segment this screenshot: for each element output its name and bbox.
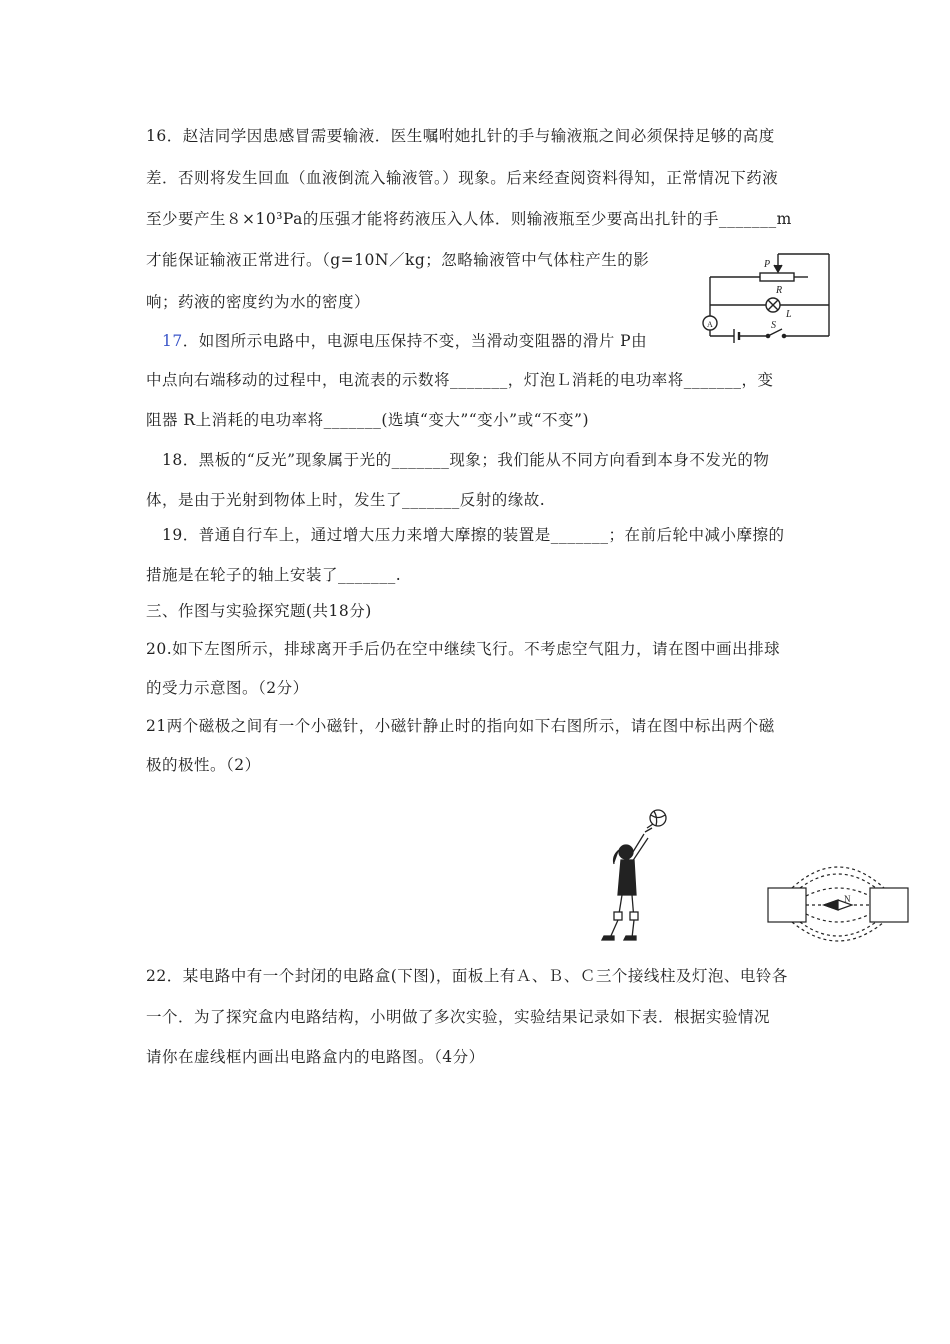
- q18-line-1: 18．黑板的“反光”现象属于光的_______现象；我们能从不同方向看到本身不发光的物: [162, 451, 770, 469]
- q17-number: 17: [162, 332, 183, 350]
- q22-line-2: 一个．为了探究盒内电路结构，小明做了多次实验，实验结果记录如下表．根据实验情况: [146, 1008, 771, 1026]
- q20-line-1: 20.如下左图所示，排球离开手后仍在空中继续飞行。不考虑空气阻力，请在图中画出排球: [146, 640, 781, 658]
- q19-line-1: 19．普通自行车上，通过增大压力来增大摩擦的装置是_______；在前后轮中减小摩擦的: [162, 526, 785, 544]
- label-s: S: [771, 320, 776, 331]
- q17-line-2: 中点向右端移动的过程中，电流表的示数将_______，灯泡Ｌ消耗的电功率将_______，变: [146, 371, 774, 389]
- label-r: R: [776, 285, 783, 296]
- q16-line-2: 差．否则将发生回血（血液倒流入输液管。）现象。后来经查阅资料得知，正常情况下药液: [146, 169, 779, 187]
- q19-line-2: 措施是在轮子的轴上安装了_______.: [146, 566, 402, 584]
- magnet-field-diagram: [766, 860, 916, 944]
- q21-line-2: 极的极性。（2）: [146, 756, 261, 774]
- q16-line-4: 才能保证输液正常进行。（g=10N／kg；忽略输液管中气体柱产生的影: [146, 251, 650, 269]
- q18-line-2: 体，是由于光射到物体上时，发生了_______反射的缘故.: [146, 491, 546, 509]
- section-3-heading: 三、作图与实验探究题(共18分): [146, 602, 372, 620]
- label-a: A: [707, 320, 713, 329]
- q21-line-1: 21两个磁极之间有一个小磁针，小磁针静止时的指向如下右图所示，请在图中标出两个磁: [146, 717, 775, 735]
- q17-line-1-text: ．如图所示电路中，电源电压保持不变，当滑动变阻器的滑片 P由: [182, 332, 648, 350]
- label-l: L: [786, 309, 792, 320]
- volleyball-player-figure: [588, 800, 678, 948]
- circuit-diagram: [698, 248, 838, 348]
- q17-line-3: 阻器 R上消耗的电功率将_______(选填“变大”“变小”或“不变”): [146, 411, 589, 429]
- q22-line-3: 请你在虚线框内画出电路盒内的电路图。（4分）: [146, 1048, 485, 1066]
- q16-line-1: 16．赵洁同学因患感冒需要输液．医生嘱咐她扎针的手与输液瓶之间必须保持足够的高度: [146, 127, 775, 145]
- q17-line-1: [162, 331, 647, 351]
- q16-line-3: 至少要产生８×10³Pa的压强才能将药液压入人体．则输液瓶至少要高出扎针的手_______m: [146, 210, 792, 228]
- magnet-needle-label: N: [844, 894, 851, 904]
- q20-line-2: 的受力示意图。（2分）: [146, 679, 309, 697]
- label-p: P: [764, 259, 771, 270]
- q16-line-5: 响；药液的密度约为水的密度）: [146, 293, 371, 311]
- q22-line-1: 22．某电路中有一个封闭的电路盒(下图)，面板上有Ａ、Ｂ、Ｃ三个接线柱及灯泡、电铃各: [146, 967, 788, 985]
